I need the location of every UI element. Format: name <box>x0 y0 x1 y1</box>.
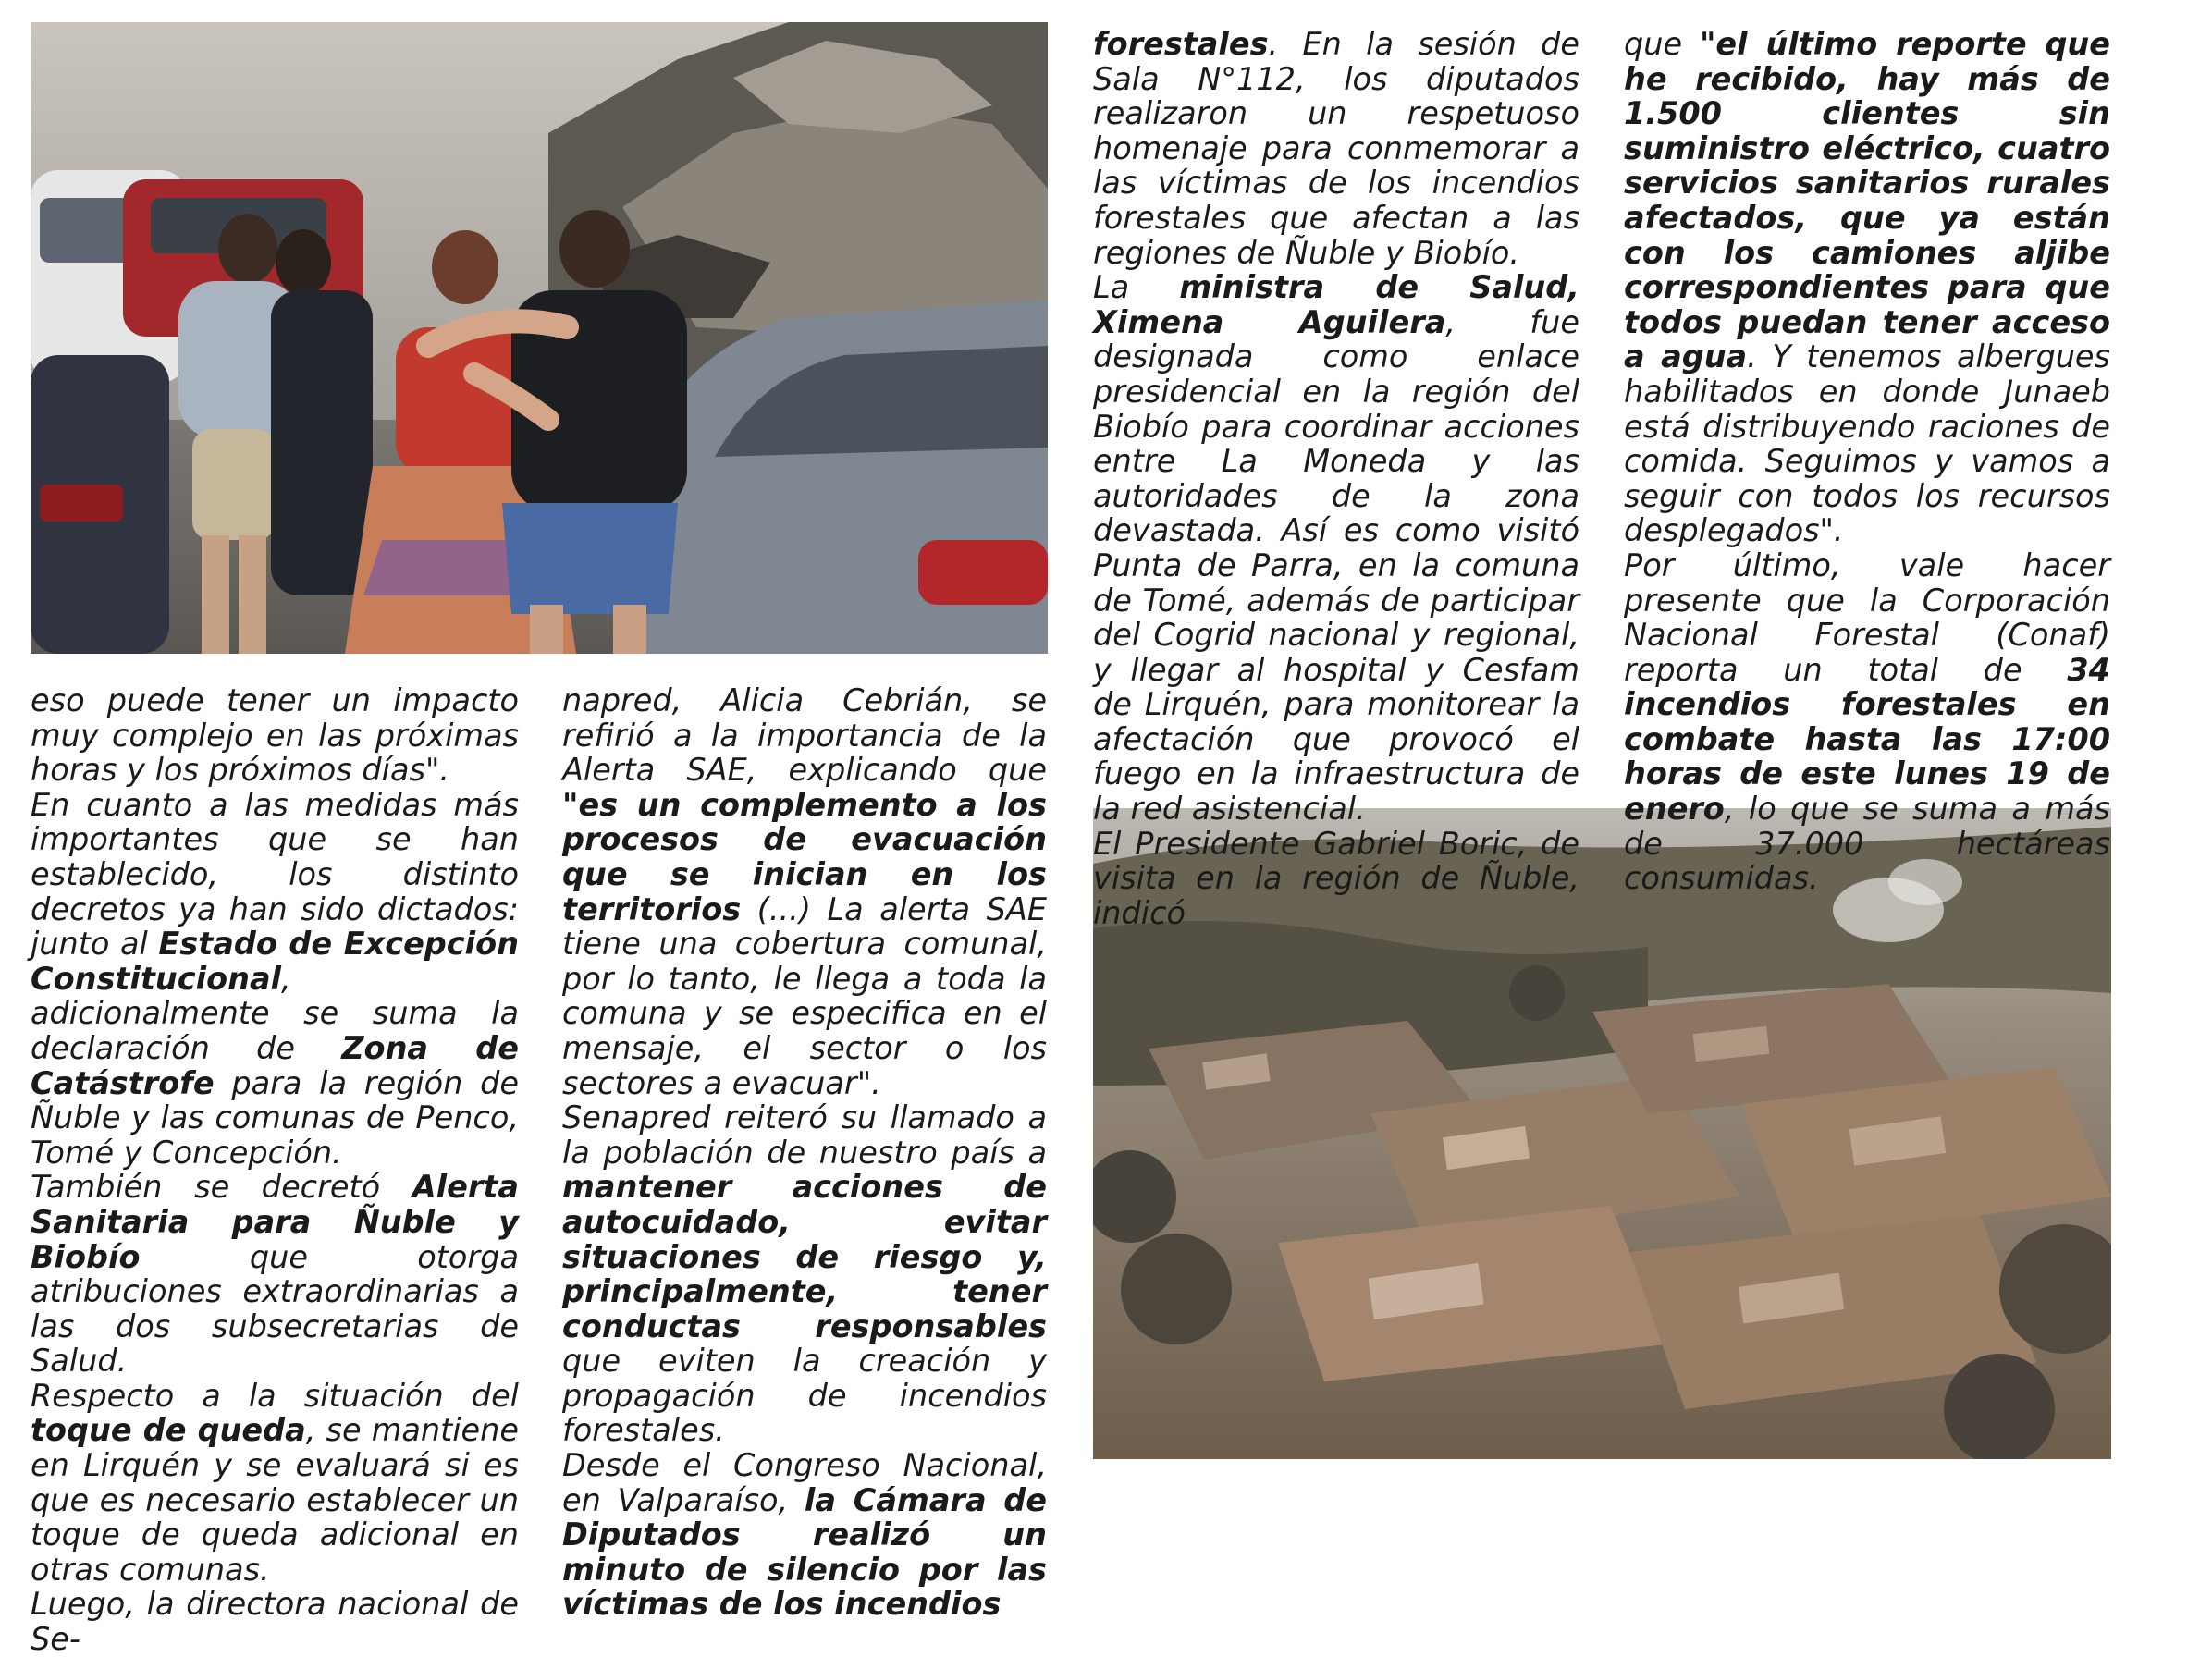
article-column-3 <box>1093 27 1579 930</box>
paragraph: También se decretó Alerta Sanitaria para Ñuble y Biobío que otorga atribuciones extraordinarias a las dos subsecretarias de Salud. <box>31 1169 519 1380</box>
article-column-2 <box>562 683 1047 1622</box>
paragraph: Senapred reiteró su llamado a la población de nuestro país a mantener acciones de autocuidado, evitar situaciones de riesgo y, principalmente, tener conductas responsables que eviten la creación y propagación de incendios forestales. <box>562 1099 1047 1449</box>
article-column-1 <box>31 683 519 1657</box>
paragraph: Desde el Congreso Nacional, en Valparaíso, la Cámara de Diputados realizó un minuto de silencio por las víctimas de los incendios <box>562 1447 1048 1623</box>
paragraph: forestales. En la sesión de Sala N°112, los diputados realizaron un respetuoso homenaje para conmemorar a las víctimas de los incendios forestales que afectan a las regiones de Ñuble y Biobío. <box>1093 26 1579 271</box>
article-column-4 <box>1624 27 2110 896</box>
photo-people-embracing <box>31 22 1048 654</box>
paragraph: En cuanto a las medidas más importantes que se han establecido, los distinto decretos ya han sido dictados: junto al Estado de Excepción Constitucional, adicionalmente se suma la declaración de Zona de Catástrofe para la región de Ñuble y las comunas de Penco, Tomé y Concepción. <box>31 786 519 1171</box>
paragraph: Por último, vale hacer presente que la Corporación Nacional Forestal (Conaf) reporta un total de 34 incendios forestales en combate hasta las 17:00 horas de este lunes 19 de enero, lo que se suma a más de 37.000 hectáreas consumidas. <box>1624 546 2110 897</box>
paragraph: napred, Alicia Cebrián, se refirió a la importancia de la Alerta SAE, explicando que "es un complemento a los procesos de evacuación que se inician en los territorios (...) La alerta SAE tiene una cobertura comunal, por lo tanto, le llega a toda la comuna y se especifica en el mensaje, el sector o los sectores a evacuar". <box>562 682 1047 1101</box>
paragraph: La ministra de Salud, Ximena Aguilera, fue designada como enlace presidencial en la región del Biobío para coordinar acciones entre La Moneda y las autoridades de la zona devastada. Así es como visitó Punta de Parra, en la comuna de Tomé, además de participar del Cogrid nacional y regional, y llegar al hospital y Cesfam de Lirquén, para monitorear la afectación que provocó el fuego en la infraestructura de la red asistencial. <box>1093 269 1579 828</box>
paragraph: que "el último reporte que he recibido, hay más de 1.500 clientes sin suministro eléctrico, cuatro servicios sanitarios rurales afectados, que ya están con los camiones aljibe correspondientes para que todos puedan tener acceso a agua. Y tenemos albergues habilitados en donde Junaeb está distribuyendo raciones de comida. Seguimos y vamos a seguir con todos los recursos desplegados". <box>1624 26 2111 549</box>
paragraph: Respecto a la situación del toque de queda, se mantiene en Lirquén y se evaluará si es que es necesario establecer un toque de queda adicional en otras comunas. <box>31 1377 519 1588</box>
paragraph: El Presidente Gabriel Boric, de visita en la región de Ñuble, indicó <box>1093 825 1579 931</box>
paragraph: Luego, la directora nacional de Se- <box>31 1586 519 1657</box>
paragraph: eso puede tener un impacto muy complejo en las próximas horas y los próximos días". <box>31 682 519 789</box>
